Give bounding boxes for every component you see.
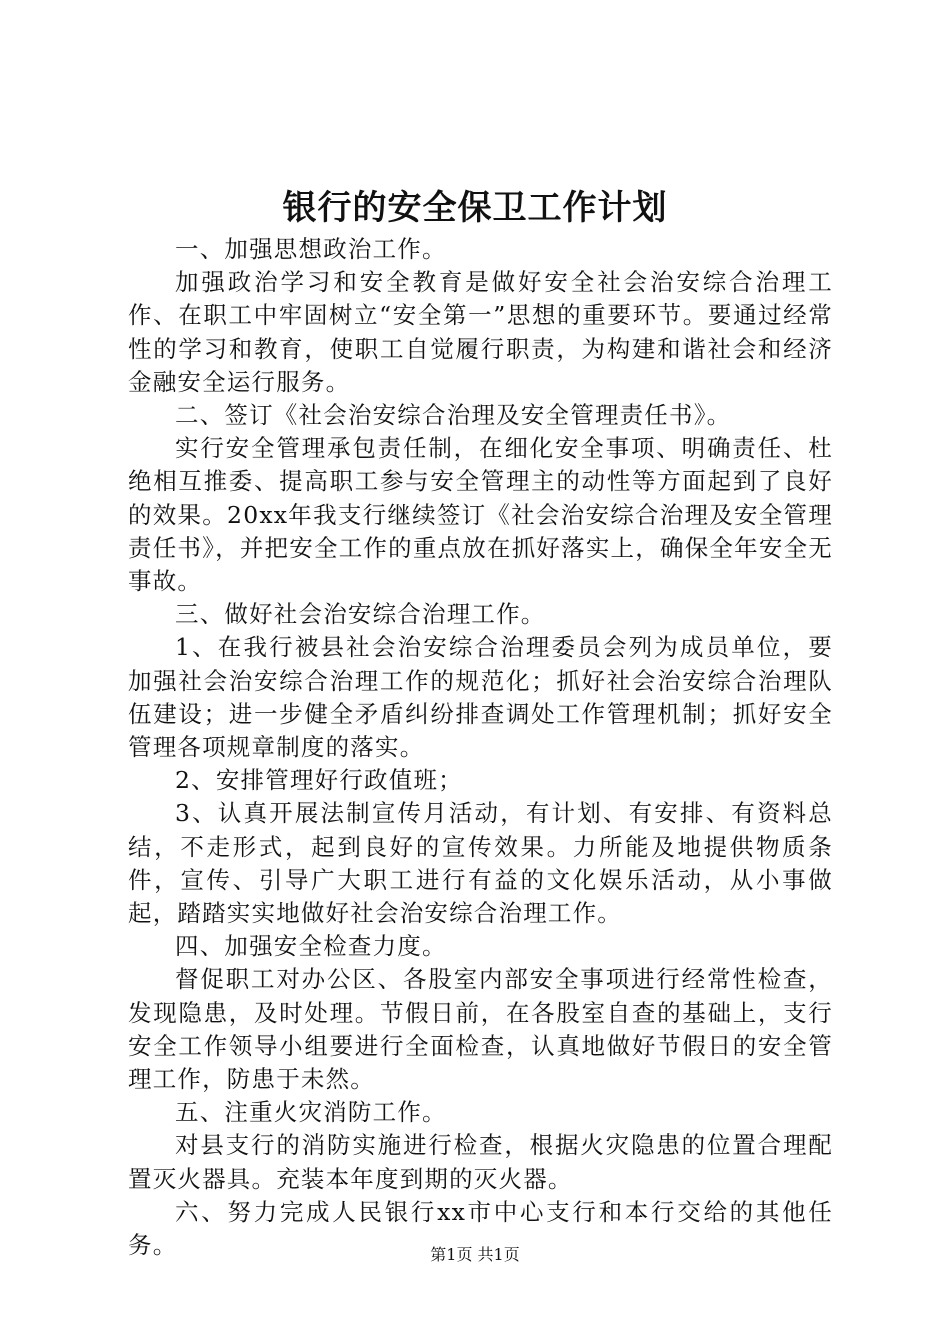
section-heading-1: 一、加强思想政治工作。 — [175, 235, 447, 263]
body-paragraph: 2、安排管理好行政值班； — [175, 766, 463, 795]
section-heading-4: 四、加强安全检查力度。 — [175, 932, 447, 961]
section-heading-5: 五、注重火灾消防工作。 — [175, 1098, 447, 1127]
body-paragraph: 对县支行的消防实施进行检查，根据火灾隐患的位置合理配置灭火器具。充装本年度到期的灭火器。 — [128, 1131, 833, 1193]
document-title: 银行的安全保卫工作计划 — [282, 188, 668, 228]
body-paragraph: 3、认真开展法制宣传月活动，有计划、有安排、有资料总结，不走形式，起到良好的宣传效果。力所能及地提供物质条件，宣传、引导广大职工进行有益的文化娱乐活动，从小事做起，踏踏实实地做好社会治安综合治理工作。 — [128, 799, 833, 928]
section-heading-6: 六、努力完成人民银行xx市中心支行和本行交给的其他任务。 — [128, 1197, 833, 1260]
document-body — [128, 233, 833, 1262]
body-paragraph: 加强政治学习和安全教育是做好安全社会治安综合治理工作、在职工中牢固树立“安全第一”思想的重要环节。要通过经常性的学习和教育，使职工自觉履行职责，为构建和谐社会和经济金融安全运行服务。 — [128, 268, 833, 396]
body-paragraph: 1、在我行被县社会治安综合治理委员会列为成员单位，要加强社会治安综合治理工作的规范化；抓好社会治安综合治理队伍建设；进一步健全矛盾纠纷排查调处工作管理机制；抓好安全管理各项规章制度的落实。 — [128, 633, 833, 762]
section-heading-2: 二、签订《社会治安综合治理及安全管理责任书》。 — [175, 401, 732, 430]
section-heading-3: 三、做好社会治安综合治理工作。 — [175, 600, 546, 629]
page-footer: 第1页 共1页 — [430, 1245, 520, 1264]
body-paragraph: 督促职工对办公区、各股室内部安全事项进行经常性检查，发现隐患，及时处理。节假日前，在各股室自查的基础上，支行安全工作领导小组要进行全面检查，认真地做好节假日的安全管理工作，防患于未然。 — [128, 965, 833, 1094]
body-paragraph: 实行安全管理承包责任制，在细化安全事项、明确责任、杜绝相互推委、提高职工参与安全管理主的动性等方面起到了良好的效果。20xx年我支行继续签订《社会治安综合治理及安全管理责任书》，并把安全工作的重点放在抓好落实上，确保全年安全无事故。 — [128, 434, 833, 596]
